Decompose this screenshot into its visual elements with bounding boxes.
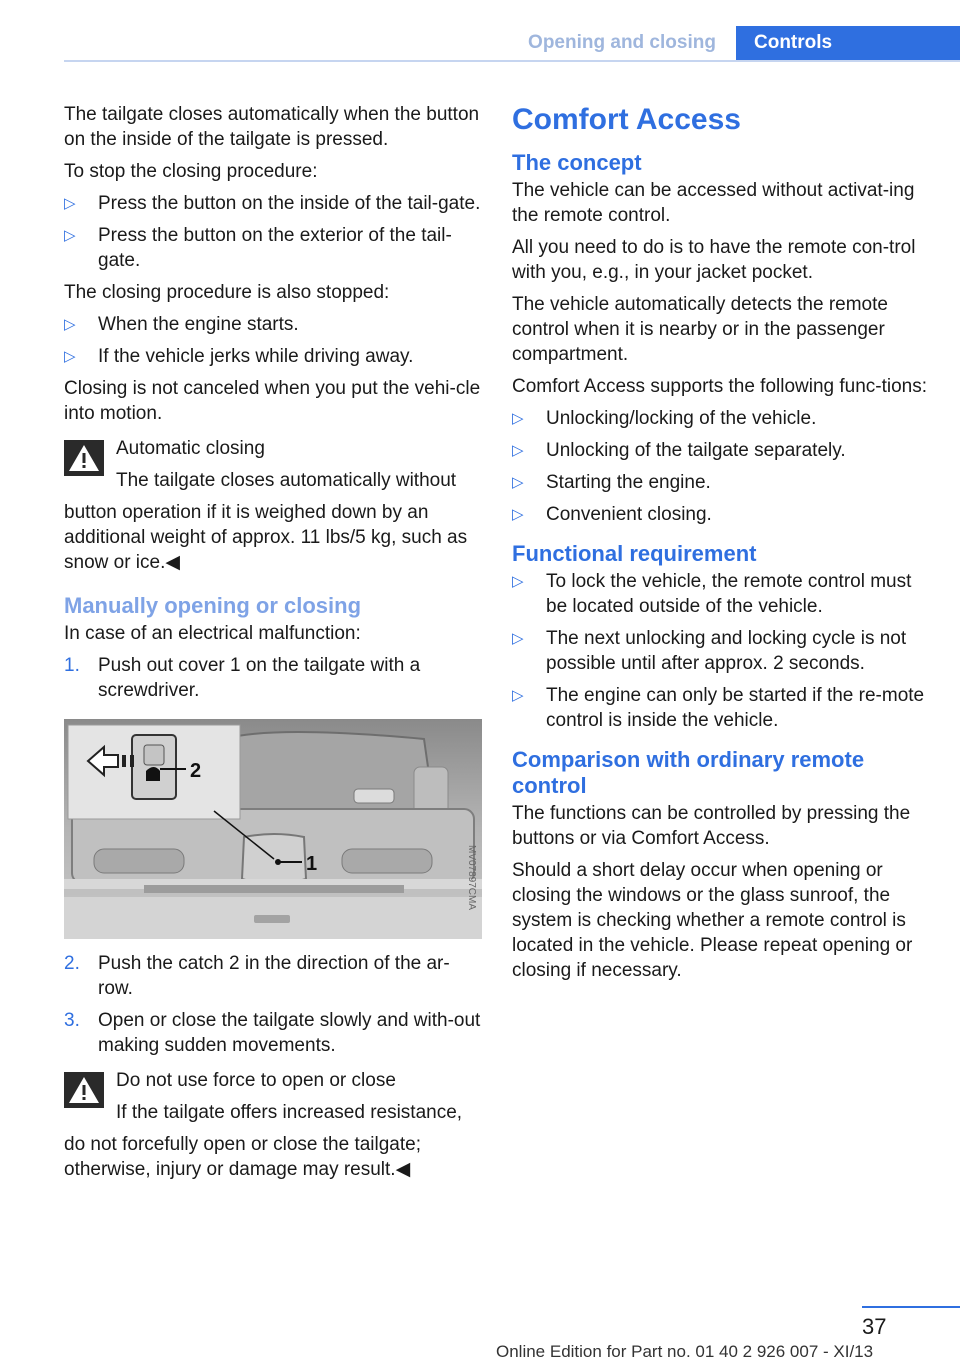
triangle-bullet-icon: ▷ [512,474,524,491]
step-item [64,653,484,703]
list-item-text: Unlocking/locking of the vehicle. [546,408,817,429]
triangle-bullet-icon: ▷ [512,410,524,427]
list-item [64,223,484,273]
step-number: 3. [64,1010,80,1031]
list-item [64,312,484,337]
triangle-bullet-icon: ▷ [512,573,524,590]
triangle-bullet-icon: ▷ [512,630,524,647]
footer-divider [862,1306,960,1308]
list-item-text: Press the button on the inside of the tail‐gate. [98,193,481,214]
footer-edition: Online Edition for Part no. 01 40 2 926 007 - XI/13 [496,1342,874,1361]
list-item-text: Press the button on the exterior of the tail‐gate. [98,225,452,271]
callout-2: 2 [190,760,202,782]
paragraph-stop-intro: To stop the closing procedure: [64,161,318,182]
triangle-bullet-icon: ▷ [64,195,76,212]
header-tab-controls[interactable]: Controls [736,26,960,60]
list-item [512,438,932,463]
list-item [64,191,484,216]
list-item [512,626,932,676]
step-text: Push the catch 2 in the direction of the ar‐row. [98,953,450,999]
triangle-bullet-icon: ▷ [512,442,524,459]
paragraph-comparison-2: Should a short delay occur when opening or closing the windows or the glass sunroof, the system is checking whether a remote control is located in the vehicle. Please repeat opening or closing if necessary. [512,860,913,981]
figure-code: MV07897CMA [466,845,477,911]
triangle-bullet-icon: ▷ [64,348,76,365]
step-text: Push out cover 1 on the tailgate with a screwdriver. [98,655,421,701]
warning-body: do not forcefully open or close the tailgate; otherwise, injury or damage may result.◀ [64,1134,422,1180]
paragraph-also-stopped: The closing procedure is also stopped: [64,282,390,303]
list-item-text: Starting the engine. [546,472,711,493]
warning-first-line: If the tailgate offers increased resistance, [116,1102,463,1123]
paragraph-malfunction: In case of an electrical malfunction: [64,623,361,644]
paragraph-not-canceled: Closing is not canceled when you put the vehi‐cle into motion. [64,378,481,424]
list-item-text: Unlocking of the tailgate separately. [546,440,846,461]
callout-1: 1 [306,853,318,875]
tailgate-figure [64,719,482,939]
list-item-text: To lock the vehicle, the remote control must be located outside of the vehicle. [546,571,912,617]
right-column [512,102,932,990]
list-item-text: When the engine starts. [98,314,299,335]
warning-first-line: The tailgate closes automatically without [116,470,457,491]
page-title: Comfort Access [512,103,741,136]
step-number: 1. [64,655,80,676]
paragraph-concept-4: Comfort Access supports the following func‐tions: [512,376,928,397]
paragraph-comparison-1: The functions can be controlled by pressing the buttons or via Comfort Access. [512,803,911,849]
heading-comparison: Comparison with ordinary remote control [512,747,865,798]
step-item [64,1008,484,1058]
list-item [512,406,932,431]
list-item [512,470,932,495]
step-number: 2. [64,953,80,974]
heading-concept: The concept [512,150,642,175]
warning-do-not-force [64,1068,484,1182]
list-item [64,344,484,369]
list-item-text: The next unlocking and locking cycle is not possible until after approx. 2 seconds. [546,628,907,674]
list-item [512,569,932,619]
triangle-bullet-icon: ▷ [512,687,524,704]
list-item-text: Convenient closing. [546,504,712,525]
left-column [64,102,484,1190]
paragraph-concept-2: All you need to do is to have the remote con‐trol with you, e.g., in your jacket pocket. [512,237,916,283]
warning-title: Automatic closing [116,438,265,459]
tailgate-illustration [64,719,482,939]
paragraph-concept-1: The vehicle can be accessed without activat‐ing the remote control. [512,180,915,226]
list-item [512,502,932,527]
header-section-title: Opening and closing [528,32,716,53]
warning-title: Do not use force to open or close [116,1070,396,1091]
paragraph-auto-close: The tailgate closes automatically when the button on the inside of the tailgate is pressed. [64,104,480,150]
triangle-bullet-icon: ▷ [512,506,524,523]
step-text: Open or close the tailgate slowly and with‐out making sudden movements. [98,1010,481,1056]
triangle-bullet-icon: ▷ [64,316,76,333]
heading-manually-opening: Manually opening or closing [64,593,362,618]
list-item-text: If the vehicle jerks while driving away. [98,346,414,367]
warning-triangle-icon [64,436,116,500]
warning-body: button operation if it is weighed down by an additional weight of approx. 11 lbs/5 kg, such as snow or ice.◀ [64,502,468,573]
warning-automatic-closing [64,436,484,575]
header-divider [64,60,960,62]
warning-triangle-icon [64,1068,116,1132]
paragraph-concept-3: The vehicle automatically detects the remote control when it is nearby or in the passenger compartment. [512,294,888,365]
list-item [512,683,932,733]
page-number: 37 [862,1314,887,1339]
list-item-text: The engine can only be started if the re‐mote control is inside the vehicle. [546,685,925,731]
step-item [64,951,484,1001]
triangle-bullet-icon: ▷ [64,227,76,244]
heading-functional-requirement: Functional requirement [512,541,757,566]
